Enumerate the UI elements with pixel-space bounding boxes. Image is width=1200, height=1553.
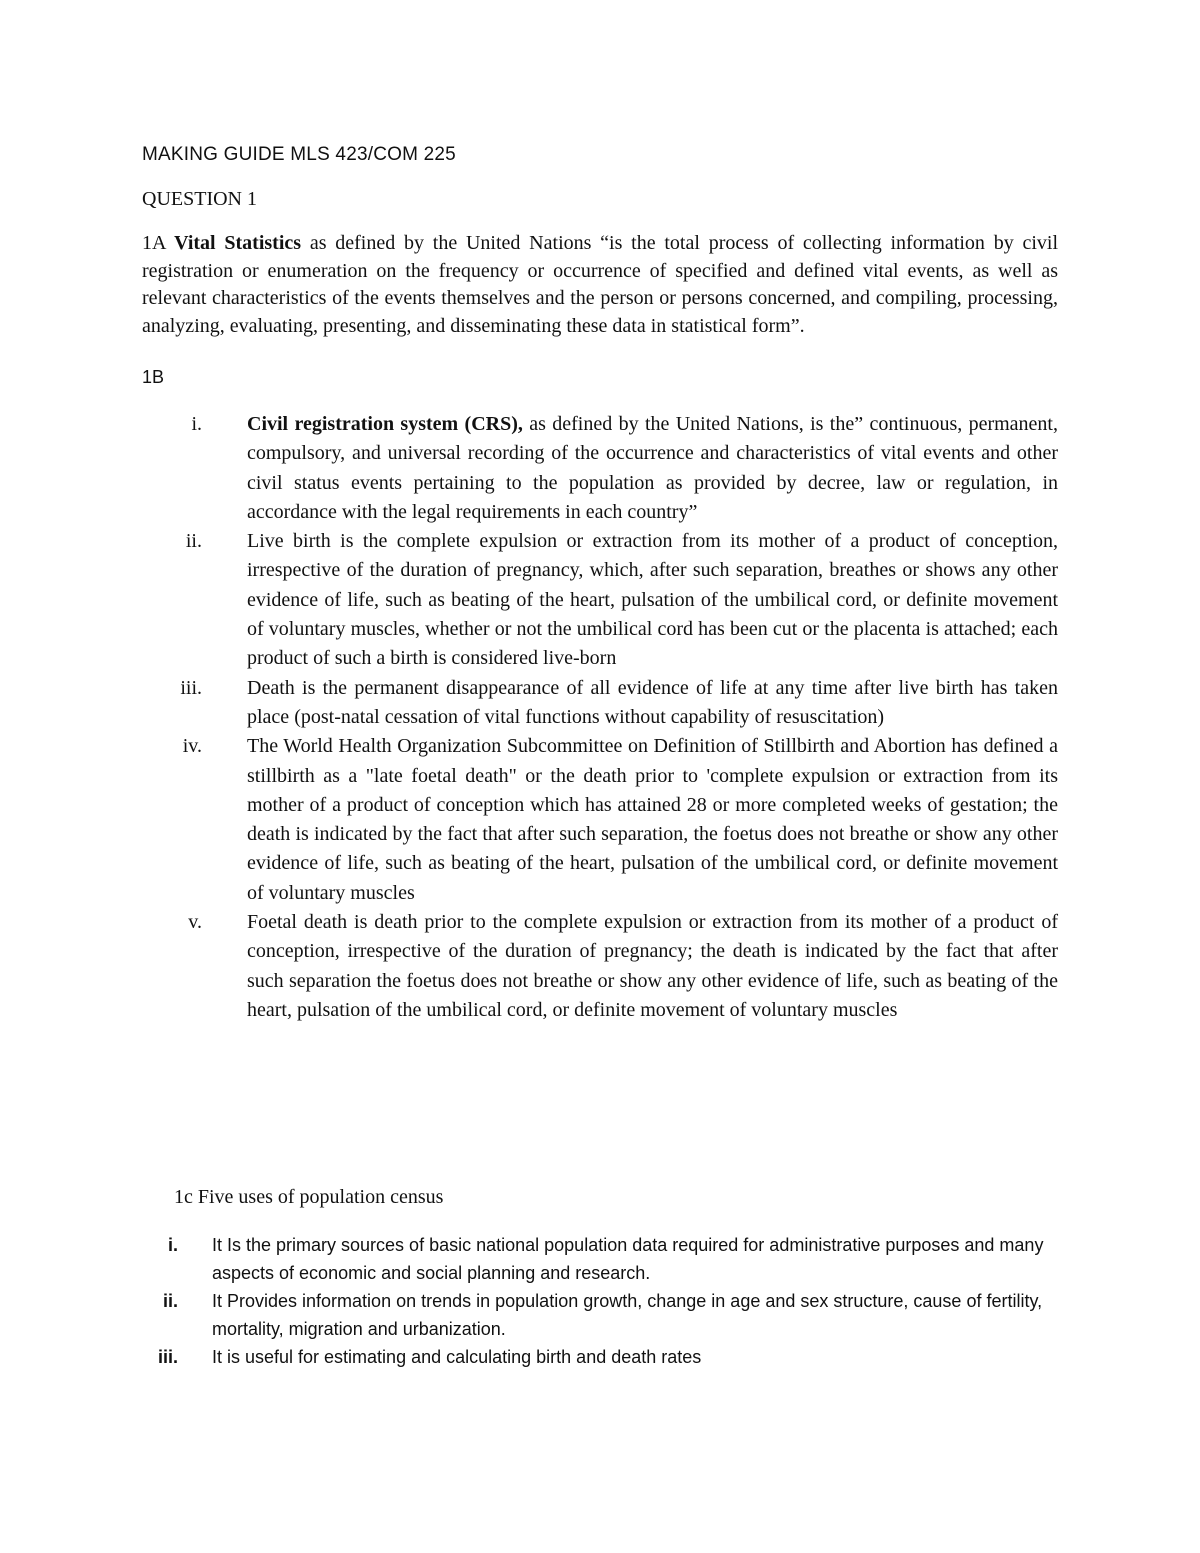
definition-text: Death is the permanent disappearance of all evidence of life at any time after live birth has taken place (post-natal cessation of vital functions without capability of resuscitation) bbox=[247, 676, 1058, 728]
document-heading: MAKING GUIDE MLS 423/COM 225 bbox=[142, 144, 456, 165]
definitions-list bbox=[142, 410, 1058, 1025]
definition-number: ii. bbox=[185, 530, 202, 553]
census-use-number: ii. bbox=[162, 1291, 178, 1311]
section-1a-label: 1A bbox=[142, 232, 166, 254]
census-use-item bbox=[142, 1231, 1058, 1287]
definition-text: Live birth is the complete expulsion or extraction from its mother of a product of conception, irrespective of the duration of pregnancy, which, after such separation, breathes or shows any other evidence of life, such as beating of the heart, pulsation of the umbilical cord, or definite movement of voluntary muscles, whether or not the umbilical cord has been cut or the placenta is attached; each product of such a birth is considered live-born bbox=[247, 530, 1058, 670]
definition-text: as defined by the United Nations, is the” continuous, permanent, compulsory, and universal recording of the occurrence and characteristics of vital events and other civil status events pertaining to the population as provided by decree, law or regulation, in accordance with the legal requirements in each country” bbox=[247, 413, 1058, 523]
section-1c-label: 1c Five uses of population census bbox=[174, 1186, 444, 1208]
census-use-text: It Provides information on trends in population growth, change in age and sex structure, cause of fertility, mortality, migration and urbanization. bbox=[212, 1291, 1043, 1339]
definition-term: Civil registration system (CRS), bbox=[247, 413, 523, 435]
definition-item bbox=[142, 908, 1058, 1025]
census-use-number: iii. bbox=[157, 1347, 178, 1367]
definition-number: i. bbox=[191, 413, 202, 435]
census-use-number: i. bbox=[167, 1235, 178, 1255]
definition-number: iv. bbox=[182, 735, 202, 758]
definition-number: v. bbox=[188, 911, 202, 934]
section-1a-paragraph bbox=[142, 230, 1058, 340]
definition-item bbox=[142, 410, 1058, 527]
question-title: QUESTION 1 bbox=[142, 188, 257, 210]
definition-item bbox=[142, 732, 1058, 908]
census-use-text: It is useful for estimating and calculating birth and death rates bbox=[212, 1347, 702, 1367]
definition-number: iii. bbox=[180, 676, 202, 699]
definition-text: Foetal death is death prior to the complete expulsion or extraction from its mother of a product of conception, irrespective of the duration of pregnancy; the death is indicated by the fact that after such separation the foetus does not breathe or show any other evidence of life, such as beating of the heart, pulsation of the umbilical cord, or definite movement of voluntary muscles bbox=[247, 911, 1058, 1021]
census-use-item bbox=[142, 1343, 1058, 1371]
definition-item bbox=[142, 527, 1058, 673]
section-1a-text: as defined by the United Nations “is the total process of collecting information by civil registration or enumeration on the frequency or occurrence of specified and defined vital events, as well as relevant characteristics of the events themselves and the person or persons concerned, and compiling, processing, analyzing, evaluating, presenting, and disseminating these data in statistical form”. bbox=[142, 232, 1059, 337]
census-uses-list bbox=[142, 1231, 1058, 1371]
census-use-item bbox=[142, 1287, 1058, 1343]
definition-text: The World Health Organization Subcommittee on Definition of Stillbirth and Abortion has defined a stillbirth as a "late foetal death" or the death prior to 'complete expulsion or extraction from its mother of a product of conception which has attained 28 or more completed weeks of gestation; the death is indicated by the fact that after such separation, the foetus does not breathe or show any other evidence of life, such as beating of the heart, pulsation of the umbilical cord, or definite movement of voluntary muscles bbox=[247, 735, 1058, 904]
definition-item bbox=[142, 674, 1058, 733]
section-1b-label: 1B bbox=[142, 367, 165, 387]
census-use-text: It Is the primary sources of basic national population data required for administrative purposes and many aspects of economic and social planning and research. bbox=[212, 1235, 1044, 1283]
section-1a-term: Vital Statistics bbox=[174, 232, 302, 254]
